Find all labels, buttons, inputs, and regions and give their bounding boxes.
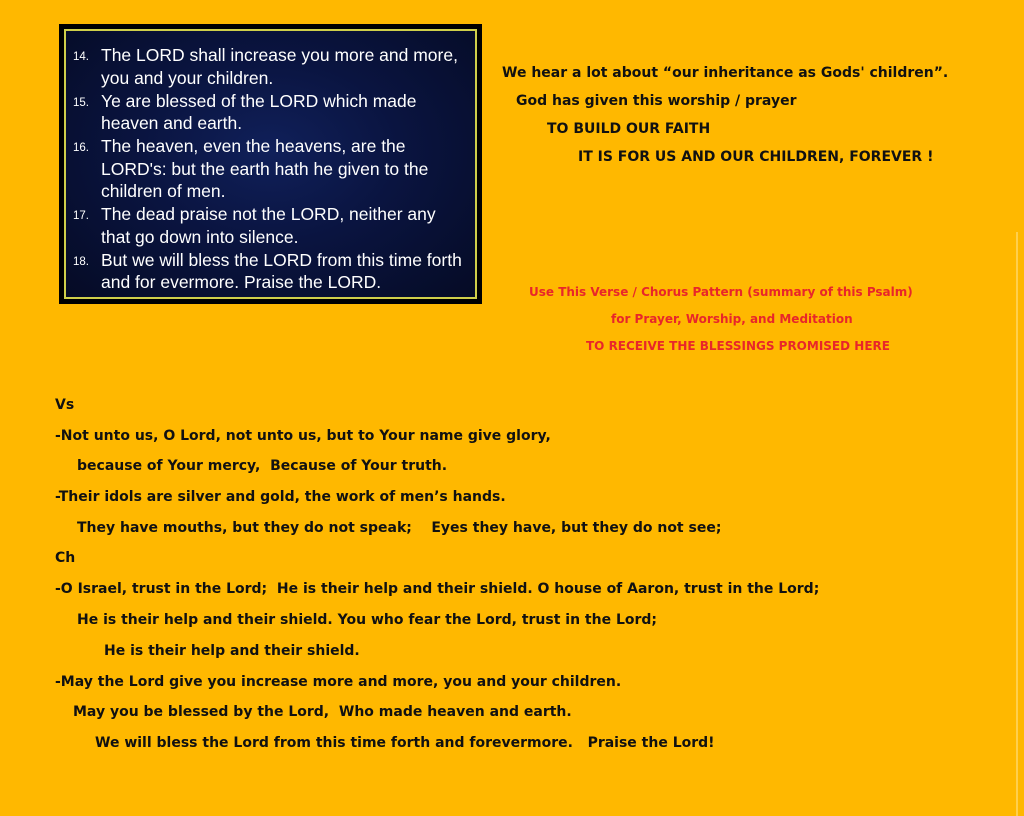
chorus-label: Ch <box>55 550 76 566</box>
intro-line-4: IT IS FOR US AND OUR CHILDREN, FOREVER ! <box>578 149 934 165</box>
chorus-line-4: -May the Lord give you increase more and more, you and your children. <box>55 674 622 690</box>
verse-number: 17. <box>73 210 89 223</box>
chorus-line-2: He is their help and their shield. You who fear the Lord, trust in the Lord; <box>77 612 658 628</box>
verse-number: 15. <box>73 96 89 109</box>
verse-text: The LORD shall increase you more and more, you and your children. <box>101 45 458 88</box>
verse-line-1: -Not unto us, O Lord, not unto us, but to Your name give glory, <box>55 428 551 444</box>
edge-highlight <box>1016 232 1018 816</box>
verse-number: 18. <box>73 255 89 268</box>
chorus-line-3: He is their help and their shield. <box>104 643 360 659</box>
scripture-frame <box>64 29 477 299</box>
verse-label: Vs <box>55 397 75 413</box>
verse-text: The dead praise not the LORD, neither any that go down into silence. <box>101 204 436 247</box>
verse-16 <box>70 135 467 203</box>
verse-text: The heaven, even the heavens, are the LORD's: but the earth hath he given to the children of men. <box>101 136 429 202</box>
intro-line-3: TO BUILD OUR FAITH <box>547 121 711 137</box>
verse-number: 14. <box>73 51 89 63</box>
verse-18 <box>70 249 467 294</box>
verse-text: But we will bless the LORD from this time forth and for evermore. Praise the LORD. <box>101 249 462 293</box>
usage-line-2: for Prayer, Worship, and Meditation <box>611 312 853 326</box>
verse-text: Ye are blessed of the LORD which made heaven and earth. <box>101 90 417 134</box>
verse-number: 16. <box>73 142 89 155</box>
usage-line-1: Use This Verse / Chorus Pattern (summary of this Psalm) <box>529 285 913 299</box>
usage-line-3: TO RECEIVE THE BLESSINGS PROMISED HERE <box>586 339 890 353</box>
scripture-image <box>59 24 482 304</box>
chorus-line-6: We will bless the Lord from this time forth and forevermore. Praise the Lord! <box>95 735 715 751</box>
chorus-line-5: May you be blessed by the Lord, Who made heaven and earth. <box>73 704 572 720</box>
verse-15 <box>70 90 467 135</box>
verse-17 <box>70 203 467 248</box>
verse-14 <box>70 44 467 89</box>
intro-line-1: We hear a lot about “our inheritance as Gods' children”. <box>502 65 949 81</box>
verse-line-3: -Their idols are silver and gold, the work of men’s hands. <box>55 489 506 505</box>
chorus-line-1: -O Israel, trust in the Lord; He is their help and their shield. O house of Aaron, trust in the Lord; <box>55 581 820 597</box>
verse-line-2: because of Your mercy, Because of Your truth. <box>77 458 448 474</box>
intro-line-2: God has given this worship / prayer <box>516 93 797 109</box>
verse-line-4: They have mouths, but they do not speak; Eyes they have, but they do not see; <box>77 520 722 536</box>
